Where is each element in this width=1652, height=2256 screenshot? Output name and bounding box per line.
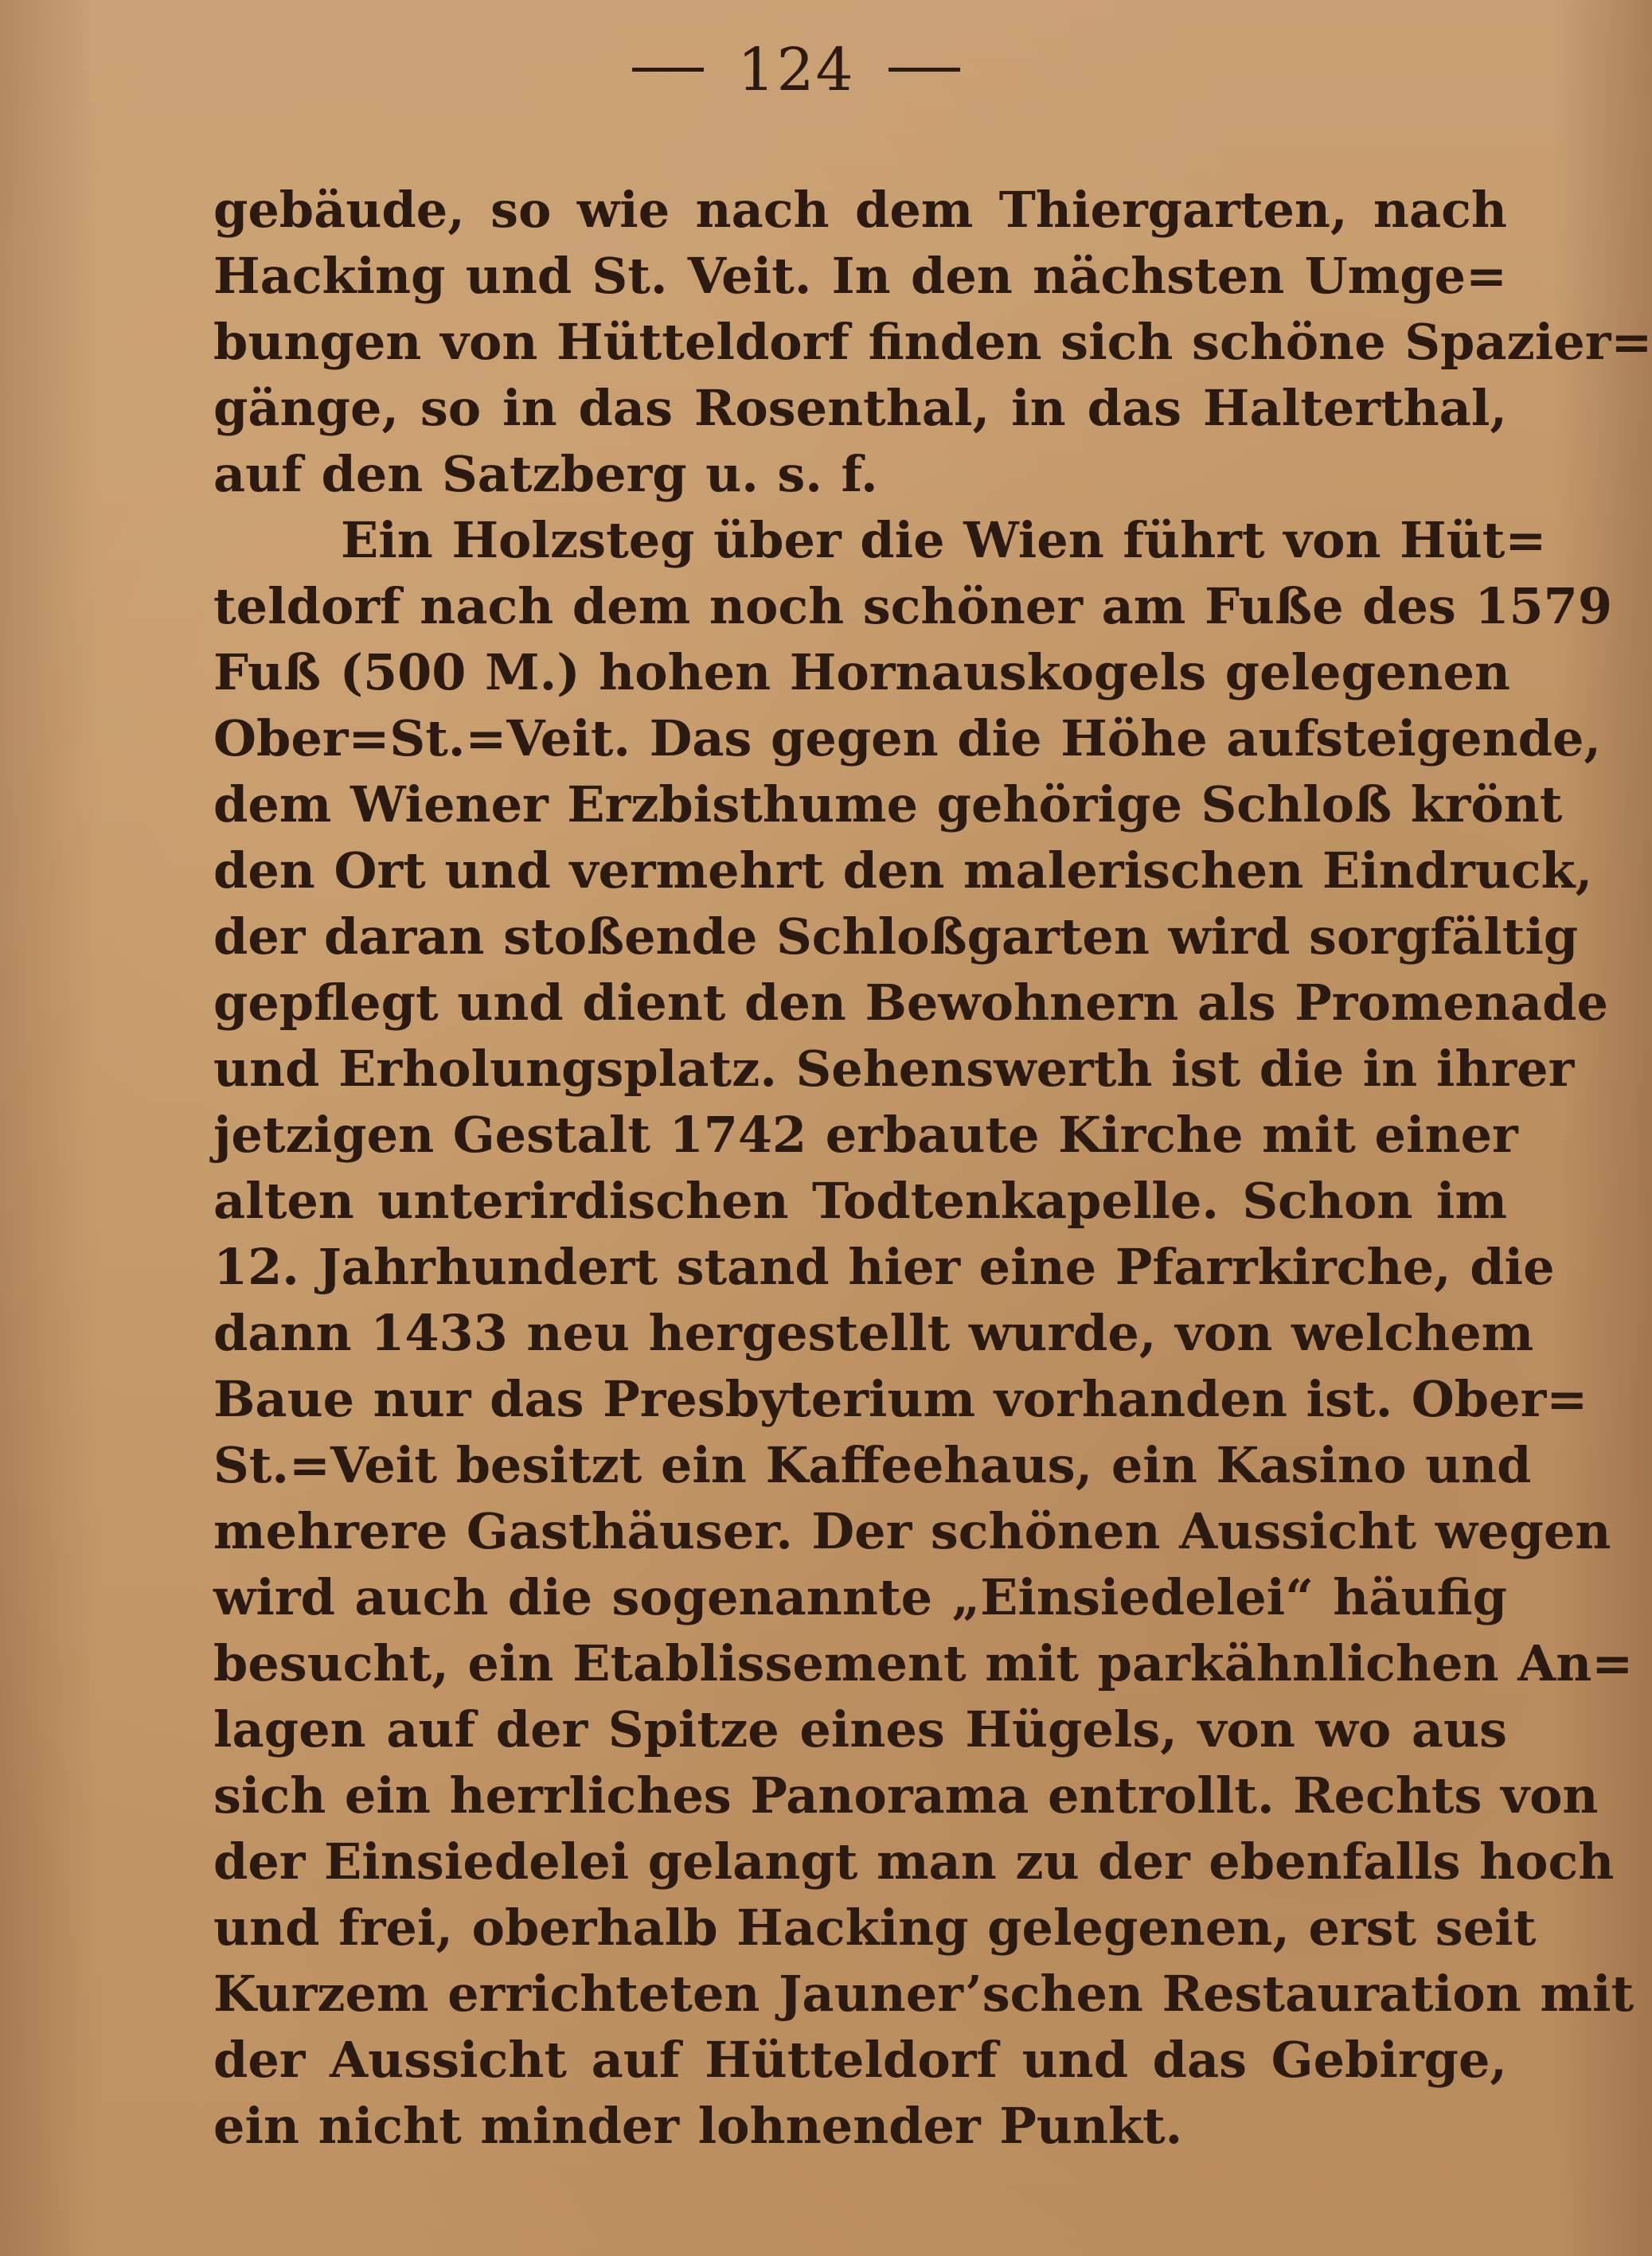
text-line: der daran stoßende Schloßgarten wird sorgfältig xyxy=(213,907,1579,966)
text-line: gepflegt und dient den Bewohnern als Promenade xyxy=(213,974,1608,1032)
text-line: gänge, so in das Rosenthal, in das Halterthal, xyxy=(213,379,1507,437)
text-line: alten unterirdischen Todtenkapelle. Schon im xyxy=(213,1172,1507,1230)
text-line: bungen von Hütteldorf finden sich schöne Spazier= xyxy=(213,313,1652,371)
text-line: wird auch die sogenannte „Einsiedelei“ häufig xyxy=(213,1568,1507,1626)
text-line: und Erholungsplatz. Sehenswerth ist die in ihrer xyxy=(213,1040,1575,1098)
text-line: teldorf nach dem noch schöner am Fuße des 1579 xyxy=(213,577,1612,635)
body-text xyxy=(213,177,1652,2159)
text-line: lagen auf der Spitze eines Hügels, von wo aus xyxy=(213,1700,1507,1758)
text-line: und frei, oberhalb Hacking gelegenen, erst seit xyxy=(213,1899,1537,1957)
page-number-header xyxy=(0,30,1592,110)
text-line: Baue nur das Presbyterium vorhanden ist. Ober= xyxy=(213,1370,1588,1428)
text-line: besucht, ein Etablissement mit parkähnlichen An= xyxy=(213,1634,1634,1692)
text-line: ein nicht minder lohnender Punkt. xyxy=(213,2097,1183,2155)
left-dash xyxy=(632,68,704,72)
text-line: sich ein herrliches Panorama entrollt. Rechts von xyxy=(213,1766,1599,1825)
text-line: dem Wiener Erzbisthume gehörige Schloß krönt xyxy=(213,775,1563,833)
text-line: 12. Jahrhundert stand hier eine Pfarrkirche, die xyxy=(213,1238,1555,1296)
text-line: gebäude, so wie nach dem Thiergarten, nach xyxy=(213,181,1507,239)
text-line: jetzigen Gestalt 1742 erbaute Kirche mit einer xyxy=(213,1106,1518,1164)
text-line: der Aussicht auf Hütteldorf und das Gebirge, xyxy=(213,2031,1507,2089)
text-line: Fuß (500 M.) hohen Hornauskogels gelegenen xyxy=(213,643,1510,701)
text-line: Hacking und St. Veit. In den nächsten Umge= xyxy=(213,247,1507,305)
text-line: St.=Veit besitzt ein Kaffeehaus, ein Kasino und xyxy=(213,1436,1532,1494)
right-dash xyxy=(888,68,960,72)
text-line: Ober=St.=Veit. Das gegen die Höhe aufsteigende, xyxy=(213,709,1601,767)
text-line: dann 1433 neu hergestellt wurde, von welchem xyxy=(213,1304,1534,1362)
text-line: Kurzem errichteten Jauner’schen Restauration mit xyxy=(213,1965,1634,2023)
text-line: den Ort und vermehrt den malerischen Eindruck, xyxy=(213,841,1593,900)
text-line: auf den Satzberg u. s. f. xyxy=(213,445,878,503)
text-line: Ein Holzsteg über die Wien führt von Hüt= xyxy=(341,511,1547,569)
page-number: 124 xyxy=(737,36,855,104)
text-line: mehrere Gasthäuser. Der schönen Aussicht wegen xyxy=(213,1502,1611,1560)
text-line: der Einsiedelei gelangt man zu der ebenfalls hoch xyxy=(213,1833,1615,1891)
